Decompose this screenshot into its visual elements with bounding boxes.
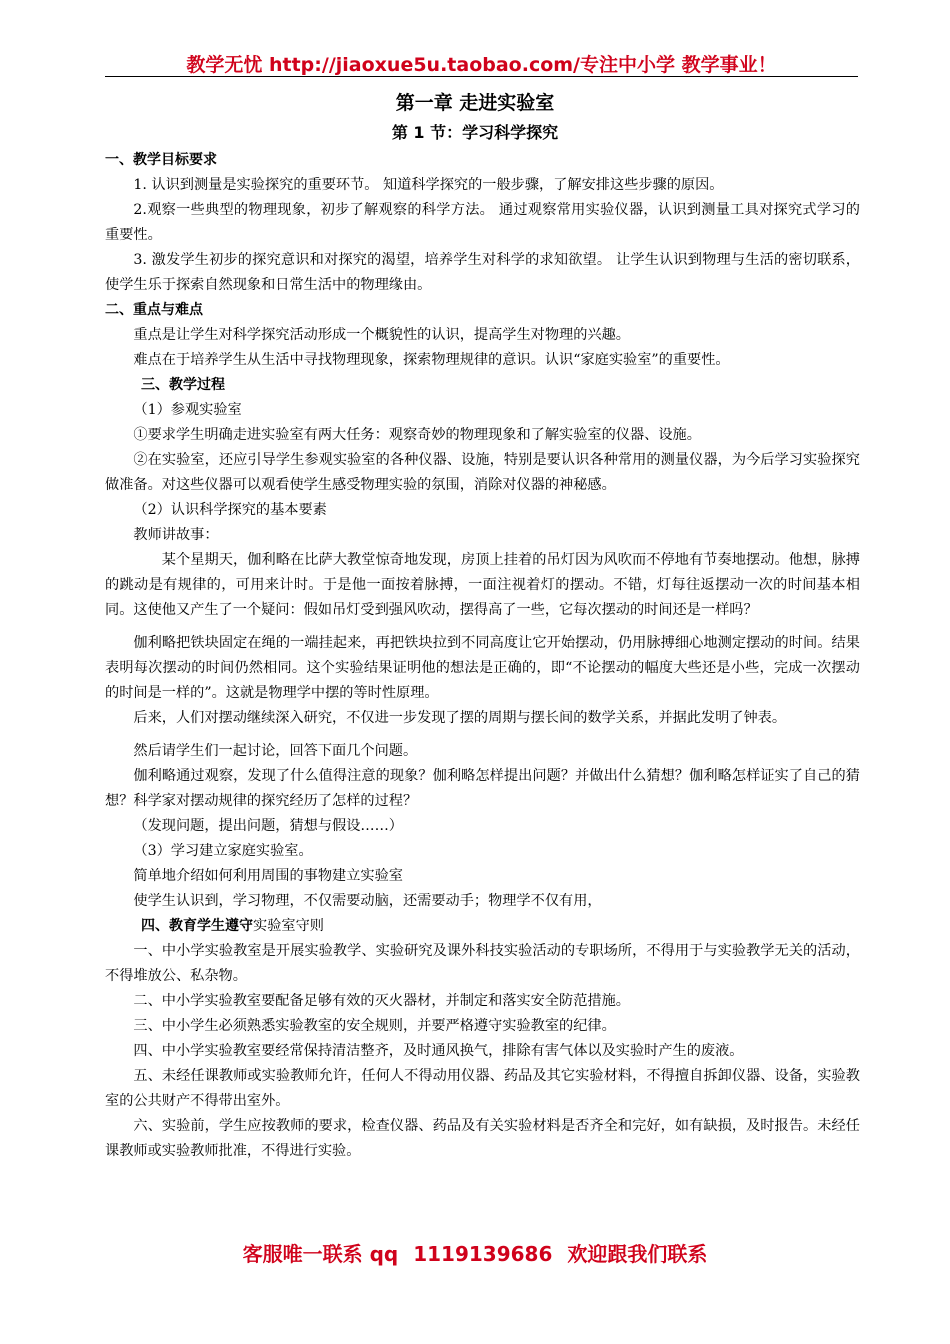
- rules-heading-rest: 实验室守则: [253, 918, 324, 934]
- process-step-1-b: ②在实验室，还应引导学生参观实验室的各种仪器、设施，特别是要认识各种常用的测量仪器，为今后学习实验探究做准备。对这些仪器可以观看使学生感受物理实验的氛围，消除对仪器的神秘感。: [105, 452, 860, 493]
- key-point-1: 重点是让学生对科学探究活动形成一个概貌性的认识，提高学生对物理的兴趣。: [133, 327, 630, 343]
- chapter-title: 第一章 走进实验室: [395, 92, 555, 114]
- rule-item-6: 六、实验前，学生应按教师的要求，检查仪器、药品及有关实验材料是否齐全和完好，如有缺损，及时报告。未经任课教师或实验教师批准，不得进行实验。: [105, 1118, 860, 1159]
- rules-heading-bold: 四、教育学生遵守: [141, 918, 253, 934]
- footer-qq-number: 1119139686: [413, 1242, 553, 1266]
- rule-item-3: 三、中小学生必须熟悉实验教室的安全规则，并要严格遵守实验教室的纪律。: [133, 1018, 616, 1034]
- header-banner: 教学无忧 http://jiaoxue5u.taobao.com/专注中小学 教学事业！: [186, 54, 777, 76]
- rule-item-2: 二、中小学实验教室要配备足够有效的灭火器材，并制定和落实安全防范措施。: [133, 993, 630, 1009]
- goal-item-3: 3. 激发学生初步的探究意识和对探究的渴望，培养学生对科学的求知欲望。 让学生认识到物理与生活的密切联系，使学生乐于探索自然现象和日常生活中的物理缘由。: [105, 252, 860, 293]
- discussion-intro: 然后请学生们一起讨论，回答下面几个问题。: [133, 743, 418, 759]
- header-rule: [105, 76, 858, 77]
- footer-tail: 欢迎跟我们联系: [567, 1242, 708, 1266]
- discussion-questions: 伽利略通过观察，发现了什么值得注意的现象？伽利略怎样提出问题？并做出什么猜想？伽利略怎样证实了自己的猜想？科学家对摆动规律的探究经历了怎样的过程？: [105, 768, 860, 809]
- process-step-3: （3）学习建立家庭实验室。: [133, 843, 313, 859]
- goal-item-2: 2.观察一些典型的物理现象，初步了解观察的科学方法。 通过观察常用实验仪器，认识到测量工具对探究式学习的重要性。: [105, 202, 860, 243]
- process-step-3-a: 简单地介绍如何利用周围的事物建立实验室: [133, 868, 403, 884]
- document-body: [105, 148, 860, 1164]
- discussion-answer: （发现问题，提出问题，猜想与假设……）: [133, 818, 403, 834]
- rule-item-5: 五、未经任课教师或实验教师允许，任何人不得动用仪器、药品及其它实验材料，不得擅自拆卸仪器、设备，实验教室的公共财产不得带出室外。: [105, 1068, 860, 1109]
- story-paragraph-2: 伽利略把铁块固定在绳的一端挂起来，再把铁块拉到不同高度让它开始摆动，仍用脉搏细心地测定摆动的时间。结果表明每次摆动的时间仍然相同。这个实验结果证明他的想法是正确的，即“不论摆动的幅度大些还是小些，完成一次摆动的时间是一样的”。这就是物理学中摆的等时性原理。: [105, 635, 860, 701]
- goals-heading: 一、教学目标要求: [105, 152, 217, 168]
- key-point-2: 难点在于培养学生从生活中寻找物理现象，探索物理规律的意识。认识“家庭实验室”的重要性。: [133, 352, 730, 368]
- process-step-1-a: ①要求学生明确走进实验室有两大任务：观察奇妙的物理现象和了解实验室的仪器、设施。: [133, 427, 701, 443]
- rule-item-1: 一、中小学实验教室是开展实验教学、实验研究及课外科技实验活动的专职场所，不得用于与实验教学无关的活动，不得堆放公、私杂物。: [105, 943, 860, 984]
- story-paragraph-3: 后来，人们对摆动继续深入研究，不仅进一步发现了摆的周期与摆长间的数学关系，并据此发明了钟表。: [133, 710, 787, 726]
- footer-banner: [0, 1238, 950, 1267]
- footer-label: 客服唯一联系 qq: [242, 1242, 399, 1266]
- process-step-3-b: 使学生认识到，学习物理，不仅需要动脑，还需要动手；物理学不仅有用，: [133, 893, 602, 909]
- section-title: 第 1 节：学习科学探究: [391, 123, 559, 142]
- process-step-1: （1）参观实验室: [133, 402, 242, 418]
- story-intro: 教师讲故事：: [133, 527, 219, 543]
- rule-item-4: 四、中小学实验教室要经常保持清洁整齐，及时通风换气，排除有害气体以及实验时产生的废液。: [133, 1043, 744, 1059]
- key-points-heading: 二、重点与难点: [105, 302, 203, 318]
- rules-heading: [105, 914, 860, 939]
- story-paragraph-1: 某个星期天，伽利略在比萨大教堂惊奇地发现，房顶上挂着的吊灯因为风吹而不停地有节奏地摆动。他想，脉搏的跳动是有规律的，可用来计时。于是他一面按着脉搏，一面注视着灯的摆动。不错，灯每往返摆动一次的时间基本相同。这使他又产生了一个疑问：假如吊灯受到强风吹动，摆得高了一些，它每次摆动的时间还是一样吗？: [105, 552, 860, 618]
- process-step-2: （2）认识科学探究的基本要素: [133, 502, 327, 518]
- process-heading: 三、教学过程: [141, 377, 225, 393]
- goal-item-1: 1. 认识到测量是实验探究的重要环节。 知道科学探究的一般步骤，了解安排这些步骤的原因。: [133, 177, 724, 193]
